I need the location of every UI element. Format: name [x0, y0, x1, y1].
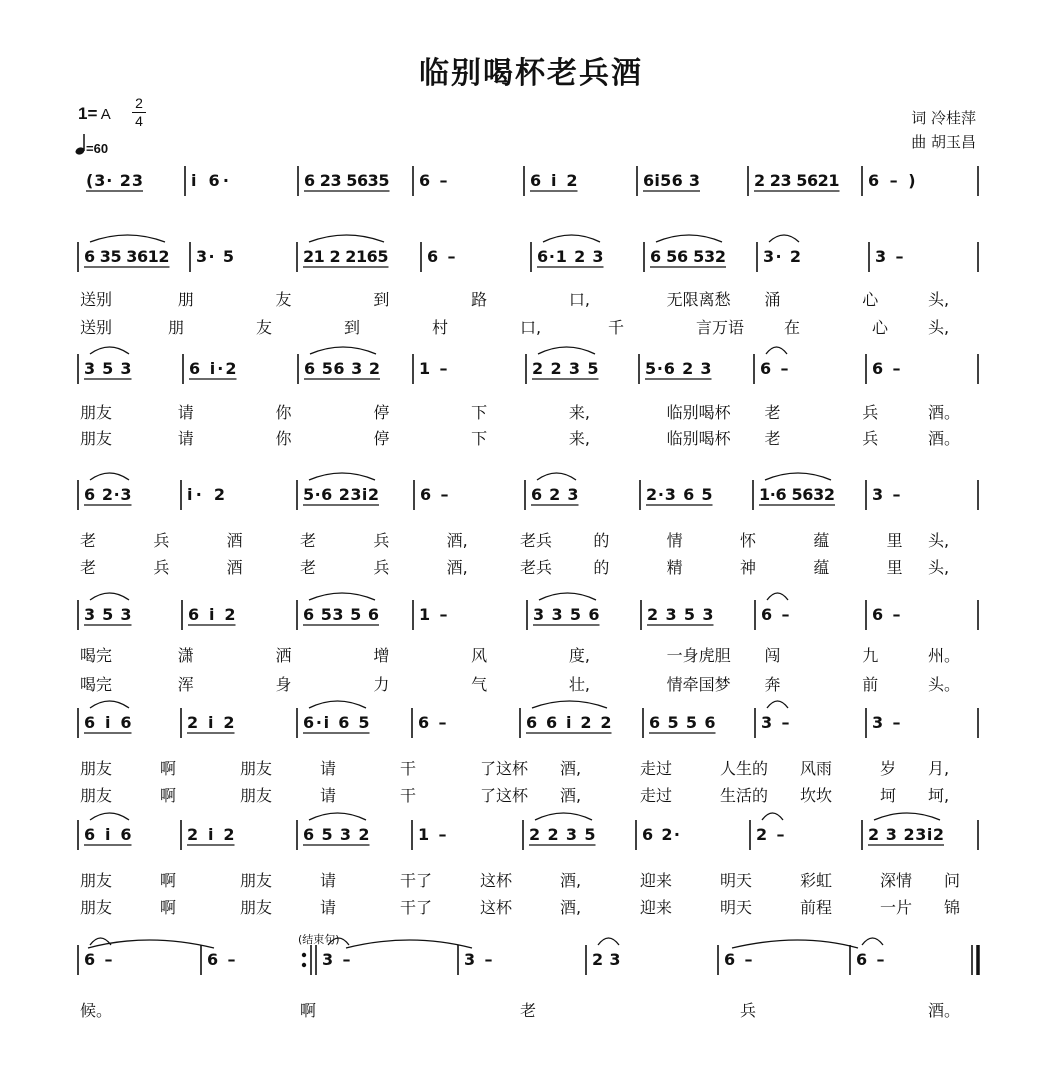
- lyric-text: 人生的: [720, 759, 769, 778]
- lyric-text: 朋: [177, 290, 194, 309]
- measure-notes: 3 –: [464, 950, 493, 969]
- lyric-text: 老兵: [520, 558, 553, 577]
- lyric-text: 兵: [153, 531, 170, 550]
- measure-notes: 2 23 5621: [754, 171, 840, 190]
- lyric-text: 请: [320, 898, 337, 917]
- lyric-text: 下: [471, 429, 488, 448]
- measure-notes: 1·6 5632: [759, 485, 835, 504]
- lyric-text: 风: [471, 646, 488, 665]
- lyric-text: 老兵: [520, 531, 553, 550]
- lyric-text: 前程: [800, 898, 833, 917]
- measure-notes: 6 6 i 2 2: [526, 713, 612, 732]
- lyric-text: 增: [373, 646, 390, 665]
- lyric-text: 头,: [928, 558, 950, 577]
- measure-notes: 6 5 5 6: [649, 713, 716, 732]
- slur: [90, 593, 129, 600]
- measure-notes: 6 –: [856, 950, 885, 969]
- measure-notes: 6 i 6: [84, 713, 132, 732]
- measure-notes: 1 –: [419, 359, 448, 378]
- measure-notes: 3· 2: [763, 247, 801, 266]
- lyric-text: 头,: [928, 531, 950, 550]
- slur: [762, 813, 783, 820]
- lyric-text: 朋友: [80, 898, 113, 917]
- measure-notes: 6 i 6: [84, 825, 132, 844]
- lyric-text: 啊: [160, 871, 177, 890]
- measure-notes: i· 2: [187, 485, 225, 504]
- measure-notes: 6 – ): [868, 171, 916, 190]
- lyric-text: 酒,: [446, 531, 468, 550]
- lyric-text: 深情: [880, 871, 913, 890]
- measure-notes: 21 2 2165: [303, 247, 389, 266]
- lyric-text: 兵: [373, 558, 390, 577]
- lyric-text: 兵: [740, 1001, 757, 1020]
- lyric-text: 你: [275, 403, 292, 422]
- lyric-text: 在: [784, 318, 801, 337]
- lyric-text: 走过: [640, 786, 673, 805]
- lyric-text: 友: [275, 290, 292, 309]
- slur: [543, 235, 600, 242]
- slur: [90, 701, 129, 708]
- measure-notes: 6 –: [420, 485, 449, 504]
- lyric-text: 口,: [520, 318, 542, 337]
- lyric-text: 的: [593, 558, 610, 577]
- lyric-text: 请: [320, 786, 337, 805]
- key-note: A: [100, 106, 111, 123]
- tie: [732, 940, 858, 948]
- measure-notes: 6 i 2: [188, 605, 236, 624]
- slur: [310, 347, 376, 354]
- lyric-text: 老: [764, 403, 781, 422]
- lyric-text: 啊: [300, 1001, 317, 1020]
- lyric-text: 兵: [373, 531, 390, 550]
- lyric-text: 酒: [226, 558, 243, 577]
- measure-notes: 6 5 3 2: [303, 825, 370, 844]
- lyric-text: 酒,: [446, 558, 468, 577]
- lyric-text: 朋友: [80, 403, 113, 422]
- measure-notes: (3· 23: [86, 171, 143, 190]
- measure-notes: 6 53 5 6: [303, 605, 379, 624]
- slur: [90, 813, 129, 820]
- lyric-text: 身: [275, 675, 292, 694]
- lyric-text: 请: [177, 429, 194, 448]
- measure-notes: 6i56 3: [643, 171, 700, 190]
- slur: [90, 473, 129, 480]
- lyric-text: 老: [300, 531, 317, 550]
- lyric-text: 的: [593, 531, 610, 550]
- page-title: 临别喝杯老兵酒: [419, 56, 643, 91]
- slur: [309, 235, 384, 242]
- measure-notes: 6·1 2 3: [537, 247, 604, 266]
- measure-notes: 3 –: [322, 950, 351, 969]
- measure-notes: 3 –: [761, 713, 790, 732]
- slur: [309, 593, 375, 600]
- lyric-text: 老: [80, 558, 97, 577]
- measure-notes: 6 –: [84, 950, 113, 969]
- lyric-text: 精: [666, 558, 683, 577]
- lyric-text: 朋友: [80, 429, 113, 448]
- lyric-text: 兵: [153, 558, 170, 577]
- lyric-text: 情牵国梦: [666, 675, 731, 694]
- measure-notes: 2 i 2: [187, 713, 235, 732]
- lyric-text: 朋友: [80, 759, 113, 778]
- lyric-text: 头,: [928, 290, 950, 309]
- lyric-text: 问: [944, 871, 961, 890]
- lyric-text: 无限离愁: [666, 290, 731, 309]
- slur: [537, 473, 576, 480]
- slur: [309, 701, 366, 708]
- lyric-text: 友: [256, 318, 273, 337]
- lyric-text: 喝完: [80, 675, 113, 694]
- lyric-text: 这杯: [480, 871, 513, 890]
- lyric-text: 了这杯: [480, 786, 529, 805]
- lyric-text: 浑: [177, 675, 194, 694]
- measure-notes: 3 –: [875, 247, 904, 266]
- lyric-text: 彩虹: [800, 871, 833, 890]
- time-bottom: 4: [135, 113, 143, 129]
- tie: [346, 940, 472, 948]
- lyric-text: 朋: [168, 318, 185, 337]
- lyric-text: 神: [740, 558, 757, 577]
- lyric-text: 头,: [928, 318, 950, 337]
- lyric-text: 头。: [928, 675, 961, 694]
- lyricist: 词 冷桂萍: [911, 109, 976, 127]
- measure-notes: 5·6 2 3: [645, 359, 712, 378]
- tempo-value: =60: [86, 141, 109, 156]
- lyric-text: 州。: [928, 646, 961, 665]
- measure-notes: 6 2 3: [531, 485, 579, 504]
- lyric-text: 明天: [720, 898, 753, 917]
- slur: [90, 347, 129, 354]
- lyric-text: 干了: [400, 871, 433, 890]
- lyric-text: 兵: [862, 403, 879, 422]
- measure-notes: 1 –: [418, 825, 447, 844]
- lyric-text: 蕴: [813, 531, 830, 550]
- lyric-text: 老: [300, 558, 317, 577]
- lyric-text: 奔: [764, 675, 781, 694]
- lyric-text: 涌: [764, 290, 781, 309]
- lyric-text: 候。: [80, 1001, 113, 1020]
- lyric-text: 临别喝杯: [666, 403, 731, 422]
- lyric-text: 朋友: [80, 871, 113, 890]
- lyric-text: 到: [373, 290, 390, 309]
- lyric-text: 蕴: [813, 558, 830, 577]
- measure-notes: 6 i·2: [189, 359, 237, 378]
- slur: [598, 938, 619, 945]
- lyric-text: 了这杯: [480, 759, 529, 778]
- lyric-text: 气: [471, 675, 488, 694]
- lyric-text: 老: [764, 429, 781, 448]
- lyric-text: 迎来: [640, 871, 673, 890]
- slur: [309, 473, 375, 480]
- measure-notes: 2 2 3 5: [532, 359, 599, 378]
- lyric-text: 请: [320, 759, 337, 778]
- measure-notes: 6 –: [872, 359, 901, 378]
- lyric-text: 口,: [568, 290, 590, 309]
- lyric-text: 到: [344, 318, 361, 337]
- lyric-text: 朋友: [80, 786, 113, 805]
- lyric-text: 酒。: [928, 429, 961, 448]
- measure-notes: 6 –: [207, 950, 236, 969]
- measure-notes: 1 –: [419, 605, 448, 624]
- measure-notes: 6 35 3612: [84, 247, 170, 266]
- lyric-text: 酒。: [928, 1001, 961, 1020]
- lyric-text: 酒。: [928, 403, 961, 422]
- lyric-text: 路: [471, 290, 488, 309]
- measure-notes: 5·6 23i2: [303, 485, 379, 504]
- lyric-text: 请: [320, 871, 337, 890]
- lyric-text: 千: [608, 318, 625, 337]
- lyric-text: 村: [432, 318, 449, 337]
- measure-notes: 6 –: [419, 171, 448, 190]
- lyric-text: 朋友: [240, 786, 273, 805]
- lyric-text: 里: [886, 531, 903, 550]
- slur: [862, 938, 883, 945]
- end-phrase-label: (结束句): [298, 933, 340, 946]
- measure-notes: 6 –: [724, 950, 753, 969]
- slur: [766, 347, 787, 354]
- lyric-text: 力: [373, 675, 390, 694]
- lyric-text: 言万语: [696, 318, 745, 337]
- lyric-text: 朋友: [240, 898, 273, 917]
- measure-notes: 6 56 532: [650, 247, 726, 266]
- lyric-text: 月,: [928, 759, 950, 778]
- lyric-text: 来,: [568, 403, 590, 422]
- measure-notes: 2 2 3 5: [529, 825, 596, 844]
- lyric-text: 送别: [80, 290, 113, 309]
- slur: [769, 235, 799, 242]
- measure-notes: 2 –: [756, 825, 785, 844]
- lyric-text: 喝完: [80, 646, 113, 665]
- lyric-text: 锦: [944, 898, 961, 917]
- measure-notes: 6 56 3 2: [304, 359, 380, 378]
- slur: [767, 593, 788, 600]
- lyric-text: 情: [666, 531, 683, 550]
- lyric-text: 前: [862, 675, 879, 694]
- lyric-text: 酒: [226, 531, 243, 550]
- slur: [765, 473, 831, 480]
- key-prefix: 1=: [78, 104, 98, 123]
- lyric-text: 度,: [568, 646, 590, 665]
- lyric-text: 坷,: [928, 786, 950, 805]
- slur: [767, 701, 788, 708]
- lyric-text: 怀: [740, 531, 757, 550]
- measure-notes: i 6·: [191, 171, 229, 190]
- lyric-text: 干: [400, 786, 417, 805]
- lyric-text: 岁: [880, 759, 897, 778]
- measure-notes: 3 –: [872, 713, 901, 732]
- measure-notes: 2 3 23i2: [868, 825, 944, 844]
- lyric-text: 酒,: [560, 898, 582, 917]
- slur: [532, 701, 607, 708]
- slur: [538, 347, 595, 354]
- measure-notes: 6 –: [427, 247, 456, 266]
- lyric-text: 老: [80, 531, 97, 550]
- lyric-text: 洒: [275, 646, 292, 665]
- measure-notes: 6 –: [872, 605, 901, 624]
- lyric-text: 来,: [568, 429, 590, 448]
- lyric-text: 心: [872, 318, 889, 337]
- lyric-text: 闯: [764, 646, 781, 665]
- composer: 曲 胡玉昌: [911, 133, 976, 151]
- lyric-text: 你: [275, 429, 292, 448]
- lyric-text: 干了: [400, 898, 433, 917]
- lyric-text: 壮,: [568, 675, 590, 694]
- lyric-text: 坎坎: [800, 786, 833, 805]
- measure-notes: 2 3: [592, 950, 621, 969]
- lyric-text: 这杯: [480, 898, 513, 917]
- lyric-text: 停: [373, 429, 390, 448]
- slur: [656, 235, 722, 242]
- lyric-text: 生活的: [720, 786, 769, 805]
- measure-notes: 6·i 6 5: [303, 713, 370, 732]
- repeat-dot: [302, 953, 306, 957]
- measure-notes: 3· 5: [196, 247, 234, 266]
- lyric-text: 明天: [720, 871, 753, 890]
- lyric-text: 朋友: [240, 759, 273, 778]
- lyric-text: 酒,: [560, 786, 582, 805]
- measure-notes: 3 3 5 6: [533, 605, 600, 624]
- slur: [874, 813, 940, 820]
- lyric-text: 临别喝杯: [666, 429, 731, 448]
- lyric-text: 老: [520, 1001, 537, 1020]
- lyric-text: 啊: [160, 759, 177, 778]
- lyric-text: 啊: [160, 898, 177, 917]
- time-top: 2: [135, 95, 143, 111]
- lyric-text: 一片: [880, 898, 913, 917]
- lyric-text: 啊: [160, 786, 177, 805]
- lyric-text: 下: [471, 403, 488, 422]
- measure-notes: 2 i 2: [187, 825, 235, 844]
- lyric-text: 请: [177, 403, 194, 422]
- lyric-text: 潇: [177, 646, 194, 665]
- lyric-text: 送别: [80, 318, 113, 337]
- lyric-text: 兵: [862, 429, 879, 448]
- measure-notes: 6 i 2: [530, 171, 578, 190]
- measure-notes: 2 3 5 3: [647, 605, 714, 624]
- lyric-text: 停: [373, 403, 390, 422]
- slur: [309, 813, 366, 820]
- lyric-text: 心: [862, 290, 879, 309]
- measure-notes: 6 2·: [642, 825, 680, 844]
- slur: [535, 813, 592, 820]
- measure-notes: 6 –: [761, 605, 790, 624]
- repeat-dot: [302, 963, 306, 967]
- lyric-text: 酒,: [560, 871, 582, 890]
- measure-notes: 2·3 6 5: [646, 485, 713, 504]
- slur: [539, 593, 596, 600]
- lyric-text: 走过: [640, 759, 673, 778]
- lyric-text: 酒,: [560, 759, 582, 778]
- lyric-text: 风雨: [800, 759, 833, 778]
- measure-notes: 3 5 3: [84, 359, 132, 378]
- lyric-text: 干: [400, 759, 417, 778]
- slur: [90, 235, 165, 242]
- lyric-text: 迎来: [640, 898, 673, 917]
- measure-notes: 3 5 3: [84, 605, 132, 624]
- measure-notes: 6 23 5635: [304, 171, 390, 190]
- lyric-text: 里: [886, 558, 903, 577]
- lyric-text: 一身虎胆: [666, 646, 731, 665]
- lyric-text: 朋友: [240, 871, 273, 890]
- measure-notes: 6 2·3: [84, 485, 132, 504]
- measure-notes: 6 –: [418, 713, 447, 732]
- lyric-text: 九: [862, 646, 879, 665]
- measure-notes: 3 –: [872, 485, 901, 504]
- measure-notes: 6 –: [760, 359, 789, 378]
- lyric-text: 坷: [880, 786, 897, 805]
